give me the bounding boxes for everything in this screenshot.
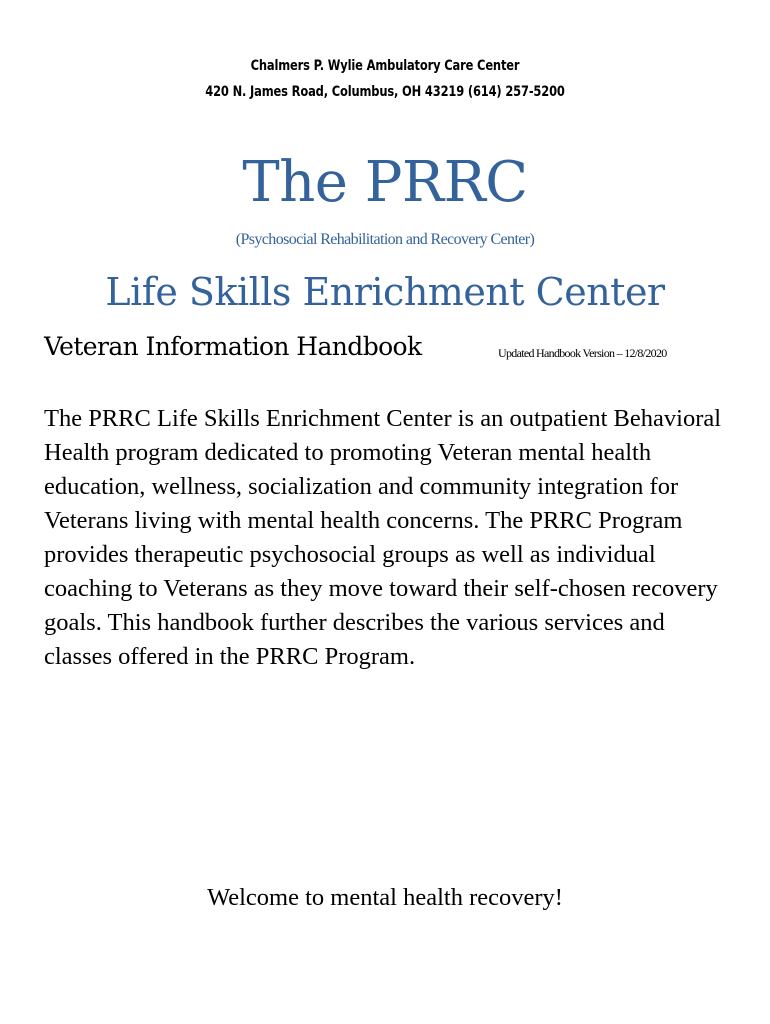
document-title: The PRRC <box>242 150 528 215</box>
welcome-message: Welcome to mental health recovery! <box>207 884 563 911</box>
intro-paragraph: The PRRC Life Skills Enrichment Center is an outpatient Behavioral Health program dedicated to promoting Veteran mental health education, wellness, socialization and community integration for Veterans living with mental health concerns. The PRRC Program provides therapeutic psychosocial groups as well as individual coaching to Veterans as they move toward their self-chosen recovery goals. This handbook further describes the various services and classes offered in the PRRC Program. <box>44 405 722 670</box>
address-line-1: Chalmers P. Wylie Ambulatory Care Center <box>250 58 520 74</box>
handbook-version: Updated Handbook Version – 12/8/2020 <box>498 346 667 360</box>
address-line-2: 420 N. James Road, Columbus, OH 43219 (614) 257-5200 <box>205 84 565 100</box>
document-subtitle: (Psychosocial Rehabilitation and Recovery Center) <box>235 231 535 248</box>
center-name-heading: Life Skills Enrichment Center <box>105 270 665 314</box>
handbook-row <box>44 332 724 372</box>
handbook-title: Veteran Information Handbook <box>44 332 422 361</box>
